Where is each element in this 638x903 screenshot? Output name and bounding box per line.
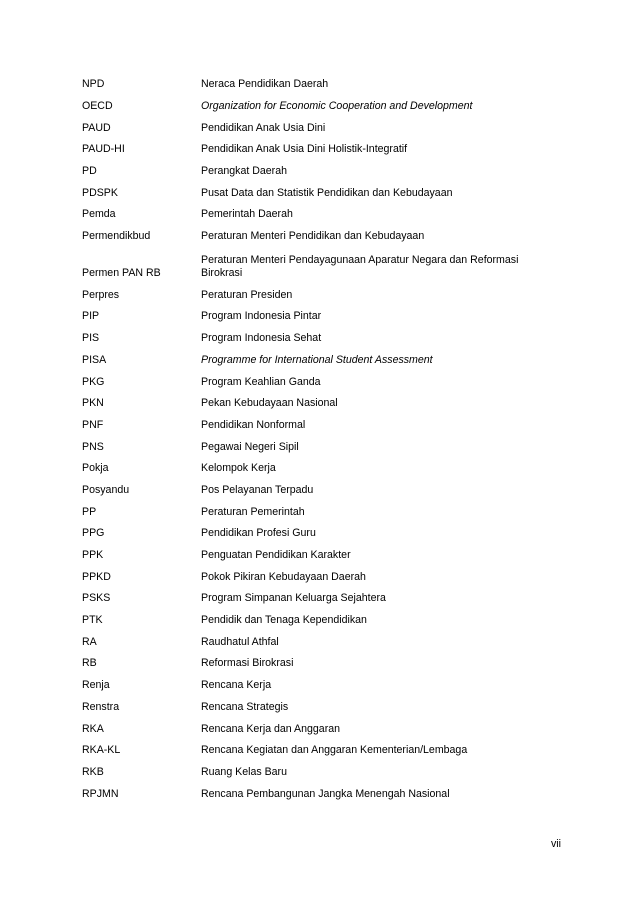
- definition: Organization for Economic Cooperation and Development: [201, 99, 473, 112]
- definition: Rencana Kerja: [201, 679, 272, 692]
- definition: Ruang Kelas Baru: [201, 765, 287, 778]
- abbreviation: PAUD-HI: [82, 143, 125, 156]
- abbreviation-list: [82, 78, 542, 809]
- abbreviation: PP: [82, 505, 97, 518]
- abbreviation: PNF: [82, 418, 104, 431]
- abbreviation: PKG: [82, 375, 105, 388]
- abbreviation: PPG: [82, 527, 105, 540]
- glossary-row: [82, 722, 542, 744]
- abbreviation: RKA-KL: [82, 744, 121, 757]
- definition: Programme for International Student Assessment: [201, 353, 433, 366]
- definition: Pekan Kebudayaan Nasional: [201, 397, 338, 410]
- abbreviation: Permen PAN RB: [82, 267, 161, 280]
- glossary-row: [82, 766, 542, 788]
- abbreviation: RKA: [82, 722, 104, 735]
- abbreviation: RB: [82, 657, 97, 670]
- glossary-row: [82, 787, 542, 809]
- definition: Program Indonesia Sehat: [201, 332, 322, 345]
- glossary-row: [82, 121, 542, 143]
- abbreviation: PDSPK: [82, 186, 118, 199]
- glossary-row: [82, 636, 542, 658]
- abbreviation: PNS: [82, 440, 104, 453]
- definition: Pos Pelayanan Terpadu: [201, 483, 314, 496]
- definition: Peraturan Presiden: [201, 288, 293, 301]
- definition: Program Keahlian Ganda: [201, 375, 321, 388]
- glossary-row: [82, 100, 542, 122]
- definition: Rencana Kegiatan dan Anggaran Kementerian/Lembaga: [201, 744, 468, 757]
- definition: Pokok Pikiran Kebudayaan Daerah: [201, 570, 366, 583]
- abbreviation: PSKS: [82, 592, 111, 605]
- abbreviation: Posyandu: [82, 483, 130, 496]
- abbreviation: Renja: [82, 679, 110, 692]
- glossary-row: [82, 375, 542, 397]
- definition: Pendidikan Anak Usia Dini Holistik-Integratif: [201, 143, 408, 156]
- glossary-row: [82, 289, 542, 311]
- abbreviation: RKB: [82, 765, 104, 778]
- glossary-row: [82, 143, 542, 165]
- definition: Reformasi Birokrasi: [201, 657, 294, 670]
- glossary-row: [82, 744, 542, 766]
- definition: Pegawai Negeri Sipil: [201, 440, 299, 453]
- glossary-row: [82, 419, 542, 441]
- glossary-row: [82, 310, 542, 332]
- definition: Pendidikan Anak Usia Dini: [201, 121, 326, 134]
- definition: Rencana Kerja dan Anggaran: [201, 722, 341, 735]
- glossary-row: [82, 186, 542, 208]
- glossary-row: [82, 657, 542, 679]
- abbreviation: Permendikbud: [82, 230, 151, 243]
- definition: Peraturan Menteri Pendayagunaan Aparatur Negara dan Reformasi Birokrasi: [201, 254, 519, 280]
- abbreviation: Pemda: [82, 208, 116, 221]
- glossary-row: [82, 527, 542, 549]
- glossary-row: [82, 208, 542, 230]
- definition: Penguatan Pendidikan Karakter: [201, 549, 351, 562]
- abbreviation: PIS: [82, 332, 100, 345]
- glossary-row: [82, 332, 542, 354]
- glossary-row: [82, 230, 542, 252]
- abbreviation: Renstra: [82, 700, 120, 713]
- page-number: vii: [550, 838, 561, 850]
- definition: Rencana Strategis: [201, 700, 289, 713]
- abbreviation: PD: [82, 165, 97, 178]
- definition: Pusat Data dan Statistik Pendidikan dan Kebudayaan: [201, 186, 453, 199]
- definition: Peraturan Menteri Pendidikan dan Kebudayaan: [201, 230, 425, 243]
- glossary-row: [82, 462, 542, 484]
- glossary-row: [82, 78, 542, 100]
- glossary-row: [82, 592, 542, 614]
- glossary-row: [82, 354, 542, 376]
- abbreviation: PAUD: [82, 121, 111, 134]
- abbreviation: NPD: [82, 78, 105, 91]
- glossary-row: [82, 549, 542, 571]
- definition: Program Simpanan Keluarga Sejahtera: [201, 592, 386, 605]
- abbreviation: OECD: [82, 99, 113, 112]
- glossary-row: [82, 701, 542, 723]
- definition: Peraturan Pemerintah: [201, 505, 305, 518]
- abbreviation: Perpres: [82, 288, 120, 301]
- definition: Pemerintah Daerah: [201, 208, 293, 221]
- abbreviation: PKN: [82, 397, 104, 410]
- definition: Kelompok Kerja: [201, 462, 276, 475]
- glossary-row: [82, 484, 542, 506]
- definition: Raudhatul Athfal: [201, 635, 279, 648]
- glossary-row: [82, 614, 542, 636]
- definition: Pendidikan Profesi Guru: [201, 527, 316, 540]
- definition: Pendidikan Nonformal: [201, 418, 306, 431]
- glossary-row: [82, 440, 542, 462]
- abbreviation: PTK: [82, 614, 103, 627]
- definition: Rencana Pembangunan Jangka Menengah Nasional: [201, 787, 450, 800]
- definition: Perangkat Daerah: [201, 165, 287, 178]
- definition: Program Indonesia Pintar: [201, 310, 322, 323]
- abbreviation: RPJMN: [82, 787, 119, 800]
- definition: Pendidik dan Tenaga Kependidikan: [201, 614, 367, 627]
- glossary-row: [82, 252, 542, 289]
- abbreviation: Pokja: [82, 462, 109, 475]
- glossary-row: [82, 165, 542, 187]
- abbreviation: PISA: [82, 353, 107, 366]
- abbreviation: PPKD: [82, 570, 111, 583]
- abbreviation: RA: [82, 635, 97, 648]
- abbreviation: PIP: [82, 310, 100, 323]
- glossary-row: [82, 570, 542, 592]
- glossary-row: [82, 505, 542, 527]
- glossary-row: [82, 679, 542, 701]
- abbreviation: PPK: [82, 549, 104, 562]
- definition: Neraca Pendidikan Daerah: [201, 78, 329, 91]
- glossary-row: [82, 397, 542, 419]
